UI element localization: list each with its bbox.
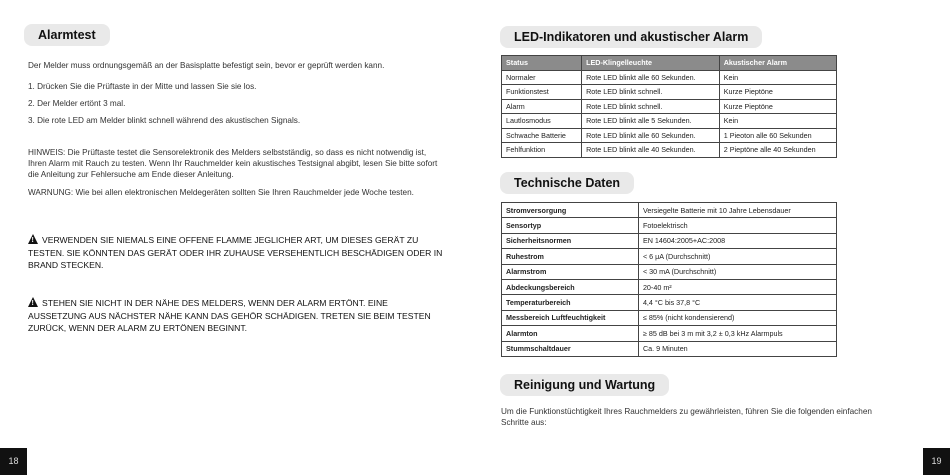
table-row: [502, 218, 837, 233]
table-row: [502, 143, 837, 158]
step-2: 2. Der Melder ertönt 3 mal.: [28, 99, 126, 108]
spec-key: Abdeckungsbereich: [502, 279, 639, 294]
table-row: [502, 203, 837, 218]
table-row: [502, 249, 837, 264]
spec-key: Sensortyp: [502, 218, 639, 233]
table-cell: Rote LED blinkt alle 60 Sekunden.: [582, 128, 720, 143]
spec-key: Messbereich Luftfeuchtigkeit: [502, 310, 639, 325]
table-cell: Kein: [719, 114, 836, 129]
table-cell: Rote LED blinkt schnell.: [582, 99, 720, 114]
table-header-row: [502, 56, 837, 71]
table-cell: Rote LED blinkt alle 5 Sekunden.: [582, 114, 720, 129]
heading-alarmtest: Alarmtest: [24, 24, 110, 46]
page-number-left: 18: [0, 448, 27, 475]
step-3: 3. Die rote LED am Melder blinkt schnell während des akustischen Signals.: [28, 116, 301, 125]
table-row: [502, 279, 837, 294]
table-cell: Schwache Batterie: [502, 128, 582, 143]
table-cell: Rote LED blinkt schnell.: [582, 85, 720, 100]
spec-value: Ca. 9 Minuten: [638, 341, 836, 356]
table-cell: Funktionstest: [502, 85, 582, 100]
warning-hearing: [28, 297, 446, 335]
heading-technische-daten: Technische Daten: [500, 172, 634, 194]
warning-hearing-text: STEHEN SIE NICHT IN DER NÄHE DES MELDERS, WENN DER ALARM ERTÖNT. EINE AUSSETZUNG AUS NÄCHSTER NÄHE KANN DAS GEHÖR SCHÄDIGEN. TRETEN SIE BEIM TESTEN ZURÜCK, WENN DER ALARM ZU ERTÖNEN BEGINNT.: [28, 298, 431, 333]
spec-key: Sicherheitsnormen: [502, 233, 639, 248]
intro-text: Der Melder muss ordnungsgemäß an der Basisplatte befestigt sein, bevor er geprüft werden kann.: [28, 61, 385, 70]
table-cell: Kurze Pieptöne: [719, 85, 836, 100]
cleaning-text: Um die Funktionstüchtigkeit Ihres Rauchmelders zu gewährleisten, führen Sie die folgenden einfachen Schritte aus:: [501, 407, 872, 427]
table-cell: Kurze Pieptöne: [719, 99, 836, 114]
warning-flame-text: VERWENDEN SIE NIEMALS EINE OFFENE FLAMME JEGLICHER ART, UM DIESES GERÄT ZU TESTEN. SIE KÖNNTEN DAS GERÄT ODER IHR ZUHAUSE VERSEHENTLICH BESCHÄDIGEN ODER IN BRAND STECKEN.: [28, 235, 443, 270]
table-cell: Normaler: [502, 70, 582, 85]
table-row: [502, 341, 837, 356]
table-cell: Fehlfunktion: [502, 143, 582, 158]
warning-icon: [28, 234, 38, 244]
table-cell: 1 Pieoton alle 60 Sekunden: [719, 128, 836, 143]
warning-icon: [28, 297, 38, 307]
table-row: [502, 85, 837, 100]
step-1: 1. Drücken Sie die Prüftaste in der Mitte und lassen Sie sie los.: [28, 82, 257, 91]
table-cell: Rote LED blinkt alle 60 Sekunden.: [582, 70, 720, 85]
heading-led: LED-Indikatoren und akustischer Alarm: [500, 26, 762, 48]
table-cell: Alarm: [502, 99, 582, 114]
spec-key: Alarmstrom: [502, 264, 639, 279]
spec-key: Stromversorgung: [502, 203, 639, 218]
table-header-cell: LED-Klingelleuchte: [582, 56, 720, 71]
table-header-cell: Akustischer Alarm: [719, 56, 836, 71]
spec-key: Ruhestrom: [502, 249, 639, 264]
warning-flame: [28, 234, 446, 272]
table-row: [502, 310, 837, 325]
page-number-right: 19: [923, 448, 950, 475]
spec-key: Alarmton: [502, 326, 639, 341]
table-cell: 2 Pieptöne alle 40 Sekunden: [719, 143, 836, 158]
table-cell: Kein: [719, 70, 836, 85]
table-cell: Lautlosmodus: [502, 114, 582, 129]
spec-value: ≥ 85 dB bei 3 m mit 3,2 ± 0,3 kHz Alarmpuls: [638, 326, 836, 341]
spec-value: < 30 mA (Durchschnitt): [638, 264, 836, 279]
table-row: [502, 295, 837, 310]
spec-value: 4,4 °C bis 37,8 °C: [638, 295, 836, 310]
table-row: [502, 70, 837, 85]
spec-key: Temperaturbereich: [502, 295, 639, 310]
table-row: [502, 114, 837, 129]
spec-value: ≤ 85% (nicht kondensierend): [638, 310, 836, 325]
spec-value: < 6 μA (Durchschnitt): [638, 249, 836, 264]
table-row: [502, 326, 837, 341]
led-table: [501, 55, 837, 158]
tech-table: [501, 202, 837, 357]
spec-value: Fotoelektrisch: [638, 218, 836, 233]
spec-key: Stummschaltdauer: [502, 341, 639, 356]
table-row: [502, 99, 837, 114]
heading-reinigung: Reinigung und Wartung: [500, 374, 669, 396]
spec-value: Versiegelte Batterie mit 10 Jahre Lebensdauer: [638, 203, 836, 218]
spec-value: 20-40 m²: [638, 279, 836, 294]
table-cell: Rote LED blinkt alle 40 Sekunden.: [582, 143, 720, 158]
table-row: [502, 264, 837, 279]
table-row: [502, 233, 837, 248]
warnung-text: WARNUNG: Wie bei allen elektronischen Meldegeräten sollten Sie Ihren Rauchmelder jede Woche testen.: [28, 188, 414, 197]
table-row: [502, 128, 837, 143]
hinweis-text: HINWEIS: Die Prüftaste testet die Sensorelektronik des Melders selbstständig, so dass es nicht notwendig ist, Ihren Alarm mit Rauch zu testen. Wenn Ihr Rauchmelder kein akustisches Testsignal abgibt, lesen Sie bitte sofort die Anleitung zur Fehlersuche am Ende dieser Anleitung.: [28, 148, 438, 179]
spec-value: EN 14604:2005+AC:2008: [638, 233, 836, 248]
table-header-cell: Status: [502, 56, 582, 71]
